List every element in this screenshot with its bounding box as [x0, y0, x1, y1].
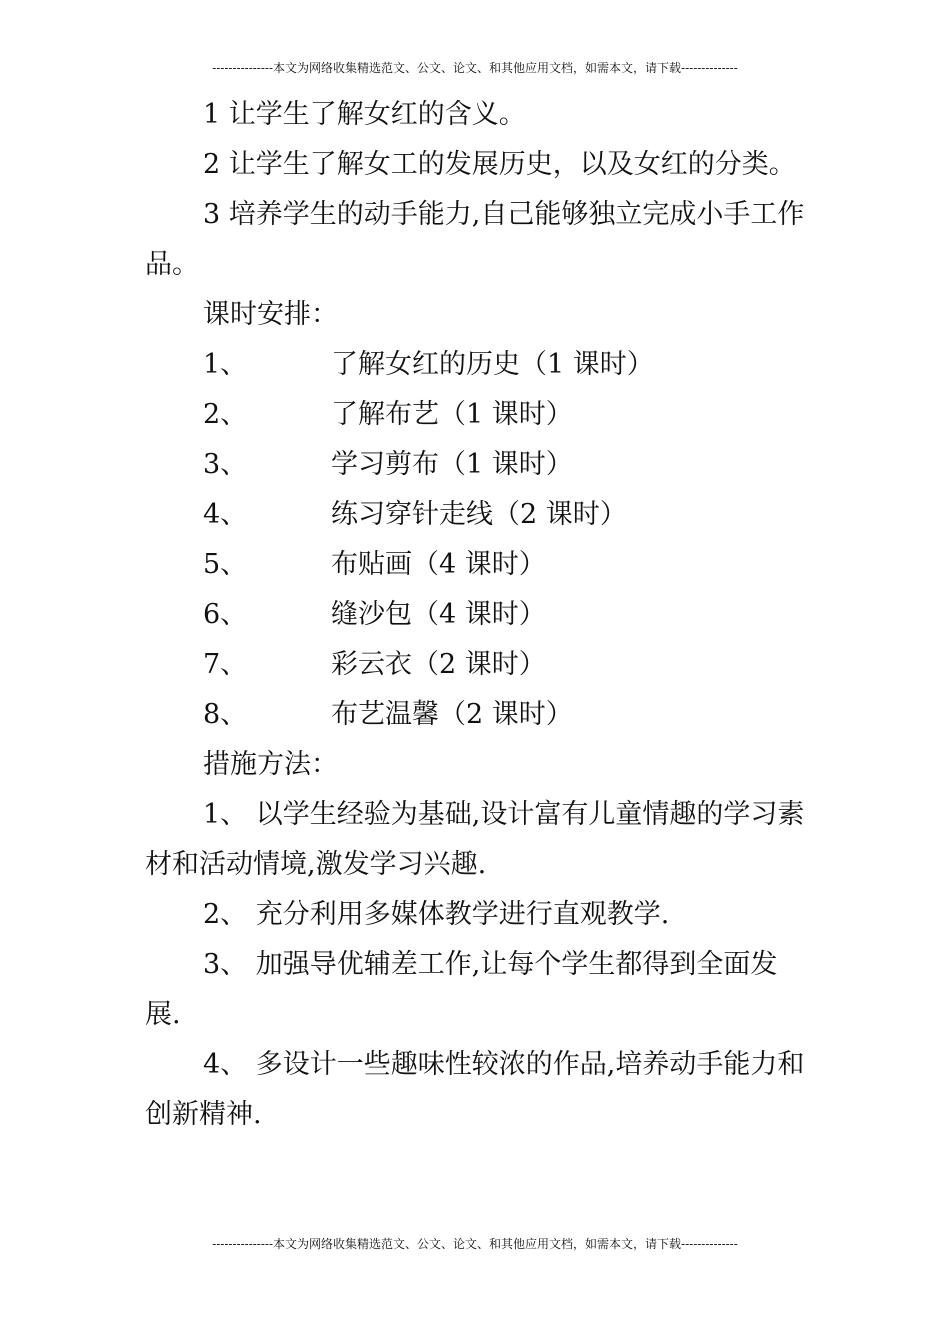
schedule-item-index: 1、	[203, 349, 248, 380]
method-paragraph-3: 3、 加强导优辅差工作,让每个学生都得到全面发展.	[145, 949, 778, 1030]
schedule-item-text: 学习剪布（1 课时）	[331, 449, 573, 480]
schedule-item-text: 了解布艺（1 课时）	[331, 399, 573, 430]
schedule-item-index: 5、	[203, 549, 248, 580]
schedule-item	[145, 390, 810, 440]
schedule-item-index: 6、	[203, 599, 248, 630]
schedule-item	[145, 490, 810, 540]
method-paragraph-4: 4、 多设计一些趣味性较浓的作品,培养动手能力和创新精神.	[145, 1049, 805, 1130]
schedule-item-text: 布艺温馨（2 课时）	[331, 699, 573, 730]
schedule-heading: 课时安排：	[203, 299, 338, 330]
schedule-item-text: 练习穿针走线（2 课时）	[331, 499, 627, 530]
footer-banner: ---------------本文为网络收集精选范文、公文、论文、和其他应用文档，如需本文，请下载--------------	[212, 1237, 738, 1251]
schedule-item-text: 了解女红的历史（1 课时）	[331, 349, 654, 380]
schedule-item	[145, 640, 810, 690]
schedule-item-text: 彩云衣（2 课时）	[331, 649, 546, 680]
header-banner: ---------------本文为网络收集精选范文、公文、论文、和其他应用文档，如需本文，请下载--------------	[212, 61, 738, 75]
schedule-item	[145, 540, 810, 590]
schedule-item	[145, 690, 810, 740]
schedule-item-index: 2、	[203, 399, 248, 430]
schedule-item-text: 布贴画（4 课时）	[331, 549, 546, 580]
goal-paragraph-1: 1 让学生了解女红的含义。	[203, 99, 526, 130]
schedule-item-index: 3、	[203, 449, 248, 480]
method-paragraph-1: 1、 以学生经验为基础,设计富有儿童情趣的学习素材和活动情境,激发学习兴趣.	[145, 799, 805, 880]
schedule-item-text: 缝沙包（4 课时）	[331, 599, 546, 630]
document-body	[145, 90, 810, 1140]
schedule-item-index: 8、	[203, 699, 248, 730]
schedule-item	[145, 440, 810, 490]
method-paragraph-2: 2、 充分利用多媒体教学进行直观教学.	[203, 899, 670, 930]
goal-paragraph-3: 3 培养学生的动手能力,自己能够独立完成小手工作品。	[145, 199, 805, 280]
schedule-item-index: 7、	[203, 649, 248, 680]
schedule-item	[145, 340, 810, 390]
schedule-item-index: 4、	[203, 499, 248, 530]
goal-paragraph-2: 2 让学生了解女工的发展历史，以及女红的分类。	[203, 149, 796, 180]
schedule-item	[145, 590, 810, 640]
methods-heading: 措施方法：	[203, 749, 338, 780]
